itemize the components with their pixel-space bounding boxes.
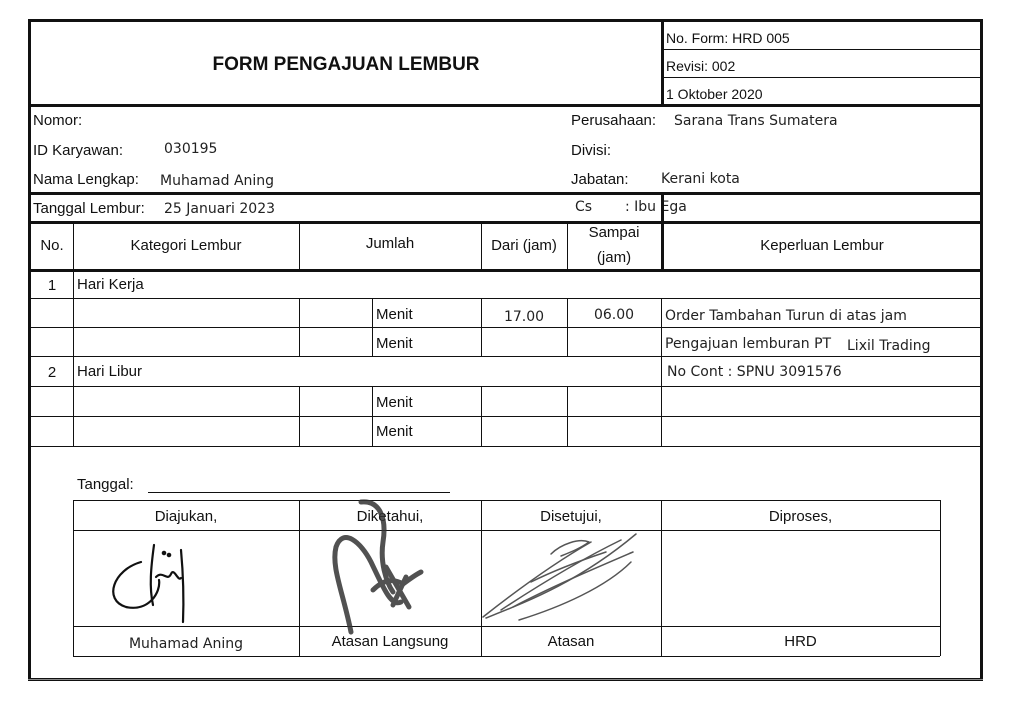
row1-sampai: 06.00 [593, 307, 635, 323]
form-revision: Revisi: 002 [666, 58, 736, 74]
tanggal-label: Tanggal: [77, 476, 134, 493]
signer-name-4: HRD [784, 633, 817, 650]
signature-diajukan [113, 545, 183, 622]
row1-keperluan: Order Tambahan Turun di atas jam [665, 308, 907, 324]
col-sampai-1: Sampai [588, 224, 640, 241]
form-title: FORM PENGAJUAN LEMBUR [212, 54, 480, 75]
signer-name-1: Muhamad Aning [128, 636, 244, 652]
signer-name-3: Atasan [547, 633, 595, 650]
group2-label: Hari Libur [77, 363, 143, 380]
id-karyawan-value: 030195 [164, 141, 218, 157]
disetujui-label: Disetujui, [540, 508, 602, 525]
col-no: No. [40, 237, 64, 254]
group2-no: 2 [47, 364, 57, 381]
group1-label: Hari Kerja [77, 276, 144, 293]
signature-disetujui [483, 534, 636, 620]
nama-lengkap-label: Nama Lengkap: [33, 171, 139, 188]
col-jumlah: Jumlah [365, 235, 415, 252]
diajukan-label: Diajukan, [154, 508, 218, 525]
form-number: No. Form: HRD 005 [666, 30, 790, 46]
overtime-form [28, 19, 983, 681]
tanggal-lembur-label: Tanggal Lembur: [33, 200, 145, 217]
col-keperluan: Keperluan Lembur [760, 237, 884, 254]
jabatan-label: Jabatan: [571, 171, 629, 188]
group2-note: No Cont : SPNU 3091576 [667, 364, 842, 380]
diproses-label: Diproses, [768, 508, 833, 525]
row2-unit: Menit [376, 335, 413, 352]
row4-unit: Menit [376, 423, 413, 440]
row2-keperluan-a: Pengajuan lemburan PT [665, 336, 832, 352]
col-dari: Dari (jam) [491, 237, 557, 254]
divisi-label: Divisi: [571, 142, 611, 159]
form-date: 1 Oktober 2020 [666, 86, 763, 102]
tanggal-lembur-value: 25 Januari 2023 [164, 201, 276, 217]
row2-keperluan-b: Lixil Trading [847, 338, 931, 354]
col-sampai-2: (jam) [596, 249, 632, 266]
group1-no: 1 [47, 277, 57, 294]
row1-unit: Menit [376, 306, 413, 323]
jabatan-value: Kerani kota [661, 171, 740, 187]
cs-label: Cs [575, 199, 593, 215]
nama-lengkap-value: Muhamad Aning [160, 173, 275, 189]
perusahaan-label: Perusahaan: [571, 112, 657, 129]
cs-value: : Ibu Ega [625, 199, 687, 215]
signer-name-2: Atasan Langsung [331, 633, 449, 650]
signature-diketahui [335, 502, 421, 632]
diketahui-label: Diketahui, [356, 508, 424, 525]
nomor-label: Nomor: [33, 112, 83, 129]
col-kategori: Kategori Lembur [130, 237, 242, 254]
perusahaan-value: Sarana Trans Sumatera [674, 113, 838, 129]
row3-unit: Menit [376, 394, 413, 411]
id-karyawan-label: ID Karyawan: [33, 142, 124, 159]
signatures-layer [31, 22, 983, 682]
row1-dari: 17.00 [503, 309, 545, 325]
page-edge [28, 679, 983, 680]
